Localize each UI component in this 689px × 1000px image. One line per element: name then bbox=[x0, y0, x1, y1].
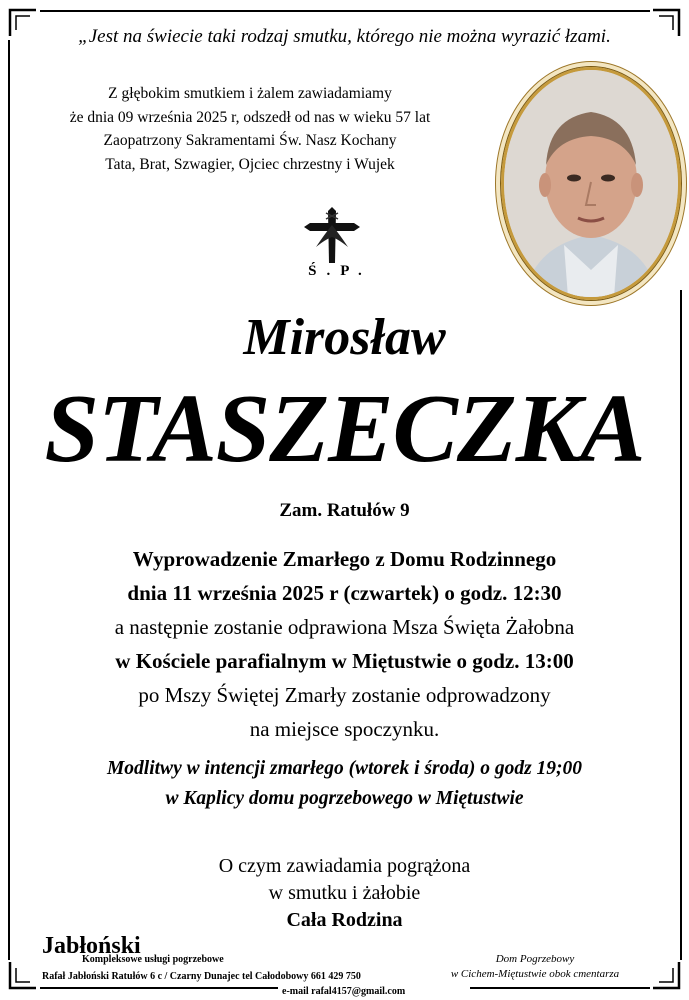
address: Zam. Ratułów 9 bbox=[279, 500, 410, 521]
corner-ornament-bottom-left bbox=[6, 958, 40, 992]
corner-ornament-bottom-right bbox=[649, 958, 683, 992]
funeral-line: po Mszy Świętej Zmarły zostanie odprowadzony bbox=[138, 683, 551, 707]
portrait-image bbox=[504, 70, 678, 297]
frame-bottom-line-right bbox=[470, 987, 650, 989]
announcement-text bbox=[30, 82, 470, 176]
funeral-line: a następnie zostanie odprawiona Msza Święta Żałobna bbox=[114, 615, 575, 639]
announcement-line: Z głębokim smutkiem i żalem zawiadamiamy bbox=[108, 85, 392, 102]
opening-quote: „Jest na świecie taki rodzaj smutku, którego nie można wyrazić łzami. bbox=[78, 26, 611, 47]
frame-bottom-line bbox=[40, 987, 278, 989]
portrait-photo bbox=[501, 67, 681, 300]
company-logo: Jabłoński bbox=[42, 933, 141, 959]
funeral-company bbox=[42, 935, 422, 982]
sp-abbreviation: Ś.P. bbox=[308, 263, 372, 279]
announcement-line: Zaopatrzony Sakramentami Św. Nasz Kochany bbox=[103, 132, 397, 149]
funeral-line: na miejsce spoczynku. bbox=[249, 717, 440, 741]
company-info: Rafał Jabłoński Ratułów 6 c / Czarny Dunajec tel Całodobowy 661 429 750 bbox=[42, 971, 361, 982]
closing-line: w smutku i żałobie bbox=[268, 882, 421, 904]
funeral-line: w Kościele parafialnym w Miętustwie o godz. 13:00 bbox=[115, 649, 574, 673]
funeral-details bbox=[0, 542, 689, 746]
prayer-line: Modlitwy w intencji zmarłego (wtorek i środa) o godz 19;00 bbox=[106, 758, 583, 779]
funeral-line: Wyprowadzenie Zmarłego z Domu Rodzinnego bbox=[132, 547, 557, 571]
company-email: e-mail rafal4157@gmail.com bbox=[282, 986, 406, 997]
announcement-line: że dnia 09 września 2025 r, odszedł od nas w wieku 57 lat bbox=[69, 108, 431, 126]
first-name: Mirosław bbox=[243, 309, 446, 366]
prayer-line: w Kaplicy domu pogrzebowego w Miętustwie bbox=[165, 788, 524, 809]
prayer-details bbox=[0, 754, 689, 814]
frame-top-line bbox=[40, 10, 650, 12]
announcement-line: Tata, Brat, Szwagier, Ojciec chrzestny i Wujek bbox=[105, 155, 395, 173]
closing-family: Cała Rodzina bbox=[286, 909, 403, 931]
cross-icon bbox=[302, 205, 362, 267]
company-tagline: Kompleksowe usługi pogrzebowe bbox=[82, 954, 224, 965]
funeral-line: dnia 11 września 2025 r (czwartek) o godz. 12:30 bbox=[127, 581, 562, 605]
funeral-home-line: Dom Pogrzebowy bbox=[495, 953, 575, 965]
closing-line: O czym zawiadamia pogrążona bbox=[218, 855, 471, 877]
closing-text bbox=[0, 853, 689, 934]
last-name: STASZECZKA bbox=[44, 375, 645, 483]
funeral-home-line: w Cichem-Miętustwie obok cmentarza bbox=[450, 968, 620, 980]
funeral-home bbox=[425, 952, 645, 982]
